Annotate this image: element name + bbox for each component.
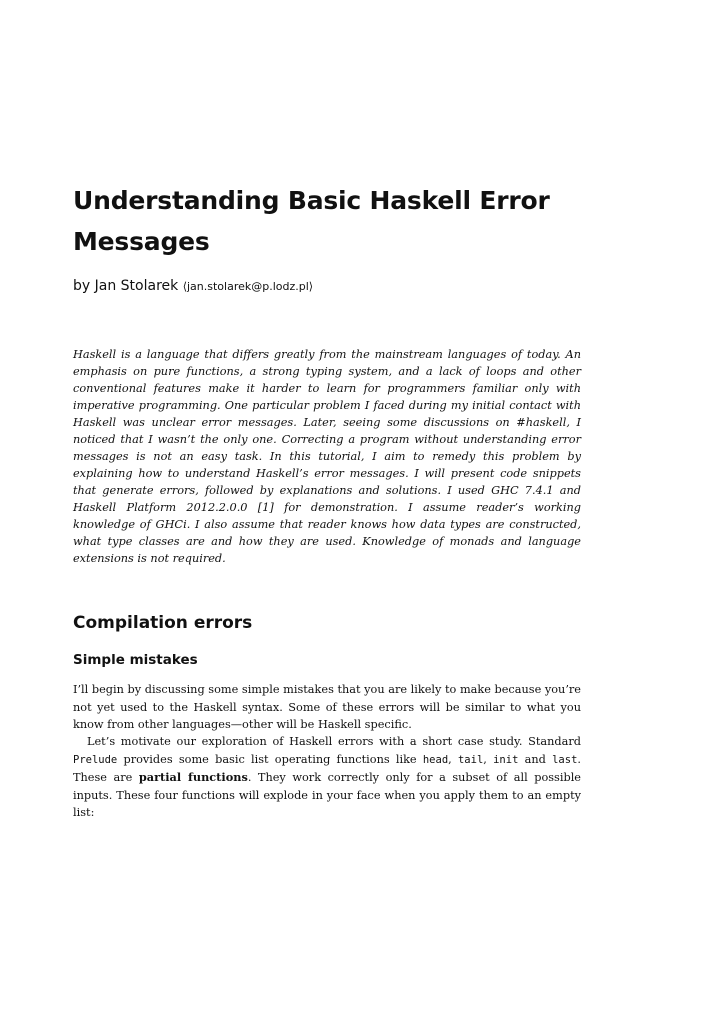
author-byline — [73, 277, 313, 296]
author-name: by Jan Stolarek — [73, 278, 179, 294]
code-head: head — [422, 753, 449, 766]
section-heading: Compilation errors — [73, 613, 253, 633]
author-email: ⟨jan.stolarek@p.lodz.pl⟩ — [182, 280, 314, 293]
abstract: Haskell is a language that differs greatly from the mainstream languages of today. An emphasis on pure functions, a strong typing system, and a lack of loops and other conventional features make it harder to learn for programmers familiar only with imperative programming. One particular problem I faced during my initial contact with Haskell was unclear error messages. Later, seeing some discussions on #haskell, I noticed that I wasn’t the only one. Correcting a program without understanding error messages is not an easy task. In this tutorial, I aim to remedy this problem by explaining how to understand Haskell’s error messages. I will present code snippets that generate errors, followed by explanations and solutions. I used GHC 7.4.1 and Haskell Platform 2012.2.0.0 [1] for demonstration. I assume reader’s working knowledge of GHCi. I also assume that reader knows how data types are constructed, what type classes are and how they are used. Knowledge of monads and language extensions is not required. — [73, 348, 581, 565]
code-tail: tail — [457, 753, 484, 766]
code-init: init — [493, 753, 519, 766]
code-last: last — [552, 753, 578, 766]
body-paragraph-2: Let’s motivate our exploration of Haskell errors with a short case study. Standard Prelude provides some basic list operating functions like head, tail, init and last. These are partial functions. They work correctly only for a subset of all possible inputs. These four functions will explode in your face when you apply them to an empty list: — [73, 735, 581, 819]
subsection-heading: Simple mistakes — [73, 652, 198, 668]
article-title: Understanding Basic Haskell Error Messages — [73, 186, 550, 256]
term-partial-functions: partial functions — [138, 770, 248, 784]
code-prelude: Prelude — [73, 753, 118, 766]
body-paragraph-1: I’ll begin by discussing some simple mistakes that you are likely to make because you’re not yet used to the Haskell syntax. Some of these errors will be similar to what you know from other languages—other will be Haskell specific. — [73, 683, 581, 731]
